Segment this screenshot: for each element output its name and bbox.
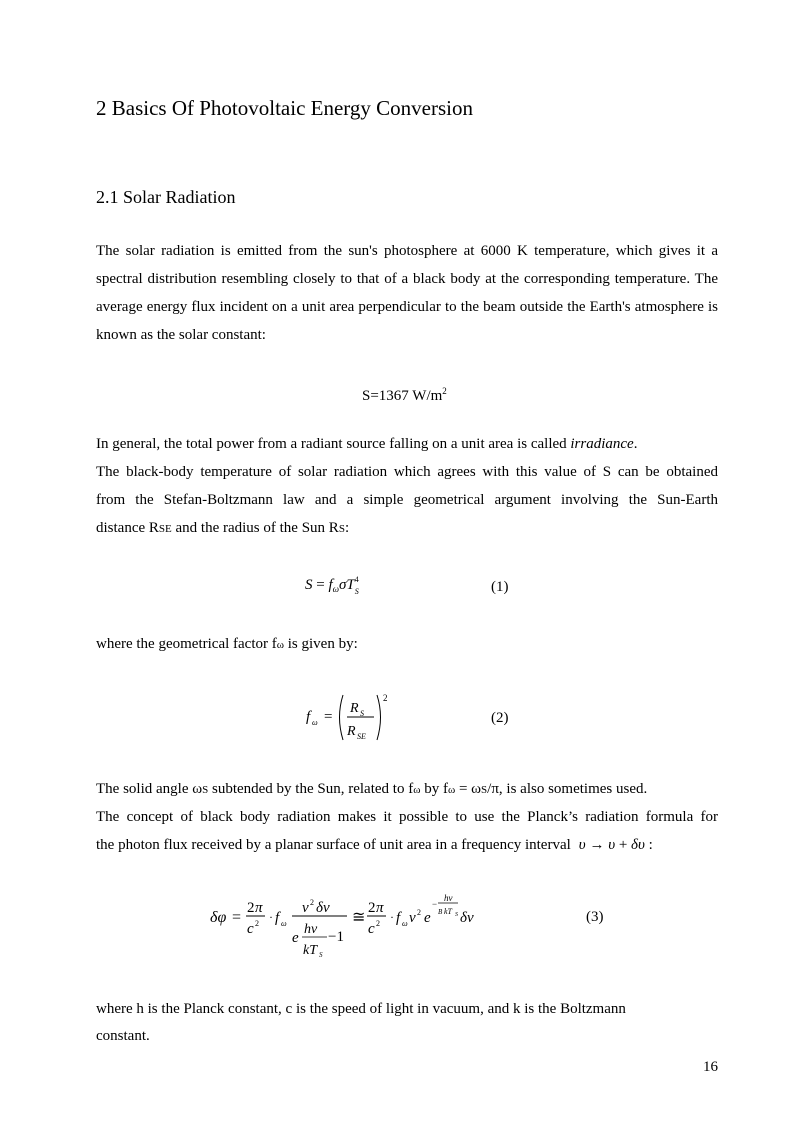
frequency-interval-math: υ → υ + δυ bbox=[578, 837, 645, 853]
svg-text:δφ: δφ bbox=[210, 909, 227, 926]
svg-text:SE: SE bbox=[357, 732, 366, 741]
svg-text:2: 2 bbox=[255, 919, 259, 928]
equation-2-graphic bbox=[304, 690, 394, 746]
equation-1: $S = f_\omega\sigma T$ 4 S bbox=[305, 575, 359, 596]
text-distance: distance R bbox=[96, 520, 159, 536]
svg-text:c: c bbox=[368, 921, 375, 937]
svg-text:−1: −1 bbox=[328, 929, 344, 945]
solid-angle-text-d: = ω bbox=[455, 781, 482, 797]
svg-text:ω: ω bbox=[281, 919, 287, 928]
equation-1-number: (1) bbox=[491, 579, 509, 595]
solid-angle-text-a: The solid angle ω bbox=[96, 781, 203, 797]
paragraph-planck-line-1: The concept of black body radiation makes it possible to use the Planck’s radiation formula for bbox=[96, 809, 718, 825]
svg-text:f: f bbox=[396, 910, 401, 926]
svg-text:f: f bbox=[275, 910, 280, 926]
svg-text:·: · bbox=[390, 910, 394, 924]
page-number: 16 bbox=[703, 1059, 718, 1075]
solar-constant-exponent: 2 bbox=[442, 386, 447, 396]
svg-text:2: 2 bbox=[368, 900, 376, 916]
svg-text:f: f bbox=[306, 709, 311, 725]
svg-text:2: 2 bbox=[417, 908, 421, 917]
irradiance-term: irradiance bbox=[570, 436, 634, 452]
chapter-heading: 2 Basics Of Photovoltaic Energy Conversion bbox=[96, 96, 473, 120]
subscript-s: S bbox=[338, 523, 345, 535]
paragraph-constants-line-2: constant. bbox=[96, 1028, 150, 1044]
svg-text:δν: δν bbox=[460, 910, 474, 926]
subscript-se: SE bbox=[158, 523, 172, 535]
solar-constant-text: S=1367 W/m bbox=[362, 388, 443, 404]
svg-text:e: e bbox=[292, 930, 299, 946]
svg-text:ν: ν bbox=[302, 900, 309, 916]
paragraph-blackbody-line-1: The black-body temperature of solar radiation which agrees with this value of S can be obtained bbox=[96, 464, 718, 480]
svg-text:2: 2 bbox=[383, 693, 388, 703]
solid-angle-sub-4: S bbox=[481, 784, 488, 796]
svg-text:π: π bbox=[376, 900, 384, 916]
solid-angle-sub-2: ω bbox=[413, 784, 421, 796]
svg-text:kT: kT bbox=[444, 907, 452, 916]
svg-text:2: 2 bbox=[376, 919, 380, 928]
solid-angle-text-e: /π, is also sometimes used. bbox=[487, 781, 648, 797]
planck-text: the photon flux received by a planar surface of unit area in a frequency interval bbox=[96, 837, 571, 853]
geometric-factor-text-end: is given by: bbox=[283, 636, 358, 652]
svg-text:R: R bbox=[347, 724, 356, 739]
paragraph-blackbody-line-2: from the Stefan-Boltzmann law and a simple geometrical argument involving the Sun-Earth bbox=[96, 492, 718, 508]
equation-2 bbox=[304, 690, 394, 746]
paragraph-geometric-factor bbox=[96, 630, 718, 659]
irradiance-text-after: . bbox=[633, 436, 638, 452]
paragraph-solar-radiation: The solar radiation is emitted from the sun's photosphere at 6000 K temperature, which gives it a spectral distribution resembling closely to that of a black body at the corresponding temperature. The average energy flux incident on a unit area perpendicular to the beam outside the Earth's atmosphere is known as the solar constant: bbox=[96, 243, 718, 343]
equation-3-graphic bbox=[210, 865, 490, 965]
svg-text:2: 2 bbox=[247, 900, 255, 916]
svg-text:kT: kT bbox=[303, 943, 317, 958]
equation-3 bbox=[210, 865, 490, 965]
solar-constant-equation bbox=[362, 381, 447, 406]
svg-text:ω: ω bbox=[312, 718, 318, 727]
svg-text:hν: hν bbox=[444, 893, 453, 903]
paragraph-constants-line-1: where h is the Planck constant, c is the speed of light in vacuum, and k is the Boltzmann bbox=[96, 1001, 626, 1017]
solid-angle-text-c: by f bbox=[420, 781, 448, 797]
svg-text:S: S bbox=[455, 912, 458, 918]
svg-text:ν: ν bbox=[409, 910, 416, 926]
irradiance-text-before: In general, the total power from a radiant source falling on a unit area is called bbox=[96, 436, 571, 452]
solid-angle-text-b: subtended by the Sun, related to f bbox=[208, 781, 414, 797]
svg-text:S: S bbox=[319, 951, 323, 959]
svg-text:hν: hν bbox=[304, 922, 318, 937]
svg-text:B: B bbox=[438, 908, 443, 916]
svg-text:S: S bbox=[360, 709, 364, 718]
svg-text:π: π bbox=[255, 900, 263, 916]
svg-text:=: = bbox=[232, 909, 242, 926]
svg-text:−: − bbox=[432, 899, 438, 909]
geometric-factor-text: where the geometrical factor f bbox=[96, 636, 277, 652]
svg-text:=: = bbox=[324, 709, 333, 725]
svg-text:2: 2 bbox=[310, 898, 314, 907]
svg-text:δν: δν bbox=[316, 900, 330, 916]
solid-angle-sub-1: S bbox=[202, 784, 209, 796]
paragraph-irradiance bbox=[96, 430, 718, 458]
paragraph-planck-line-2: the photon flux received by a planar surface of unit area in a frequency interval υ → υ + δυ : bbox=[96, 837, 653, 853]
paragraph-solid-angle-line-1 bbox=[96, 775, 718, 804]
section-heading: 2.1 Solar Radiation bbox=[96, 187, 236, 207]
text-colon: : bbox=[344, 520, 350, 536]
equation-2-number: (2) bbox=[491, 710, 509, 726]
svg-text:ω: ω bbox=[402, 919, 408, 928]
equation-3-number: (3) bbox=[586, 909, 604, 925]
svg-text:·: · bbox=[269, 910, 273, 924]
svg-text:e: e bbox=[424, 910, 431, 926]
paragraph-blackbody-line-3 bbox=[96, 514, 718, 543]
subscript-omega: ω bbox=[276, 639, 284, 651]
svg-text:c: c bbox=[247, 921, 254, 937]
svg-text:R: R bbox=[350, 701, 359, 716]
text-radius: and the radius of the Sun R bbox=[171, 520, 339, 536]
svg-text:≅: ≅ bbox=[352, 909, 366, 926]
solid-angle-sub-3: ω bbox=[447, 784, 456, 796]
